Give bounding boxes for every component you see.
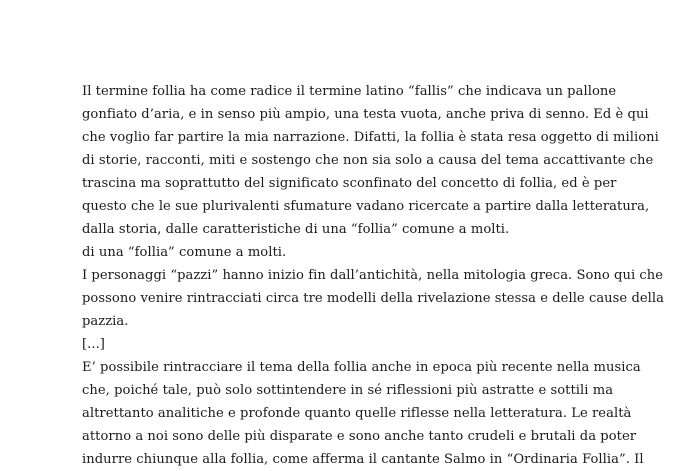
text-line: Il termine follia ha come radice il termine latino “fallis” che indicava un pallone <box>82 84 617 99</box>
text-line: dalla storia, dalle caratteristiche di una “follia” comune a molti. <box>82 222 510 237</box>
ellipsis-marker: [...] <box>82 337 105 352</box>
text-line: che, poiché tale, può solo sottintendere in sé riflessioni più astratte e sottili ma <box>82 383 614 398</box>
text-line: di una “follia” comune a molti. <box>82 245 287 260</box>
text-line: gonfiato d’aria, e in senso più ampio, una testa vuota, anche priva di senno. Ed è qui <box>82 107 649 122</box>
text-line: di storie, racconti, miti e sostengo che non sia solo a causa del tema accattivante che <box>82 153 654 168</box>
text-line: questo che le sue plurivalenti sfumature vadano ricercate a partire dalla letteratura, <box>82 199 650 214</box>
text-line: E’ possibile rintracciare il tema della follia anche in epoca più recente nella musica <box>82 360 641 375</box>
text-line: possono venire rintracciati circa tre modelli della rivelazione stessa e delle cause della <box>82 291 665 306</box>
text-line: altrettanto analitiche e profonde quanto quelle riflesse nella letteratura. Le realtà <box>82 406 632 421</box>
text-line: I personaggi “pazzi” hanno inizio fin dall’antichità, nella mitologia greca. Sono qui che <box>82 268 664 283</box>
text-line: pazzia. <box>82 314 129 329</box>
text-line: trascina ma soprattutto del significato sconfinato del concetto di follia, ed è per <box>82 176 617 191</box>
text-line: attorno a noi sono delle più disparate e sono anche tanto crudeli e brutali da poter <box>82 429 637 444</box>
text-line: indurre chiunque alla follia, come afferma il cantante Salmo in “Ordinaria Follia”. Il <box>82 452 644 467</box>
text-line: che voglio far partire la mia narrazione. Difatti, la follia è stata resa oggetto di milioni <box>82 130 659 145</box>
essay-text <box>82 80 665 471</box>
